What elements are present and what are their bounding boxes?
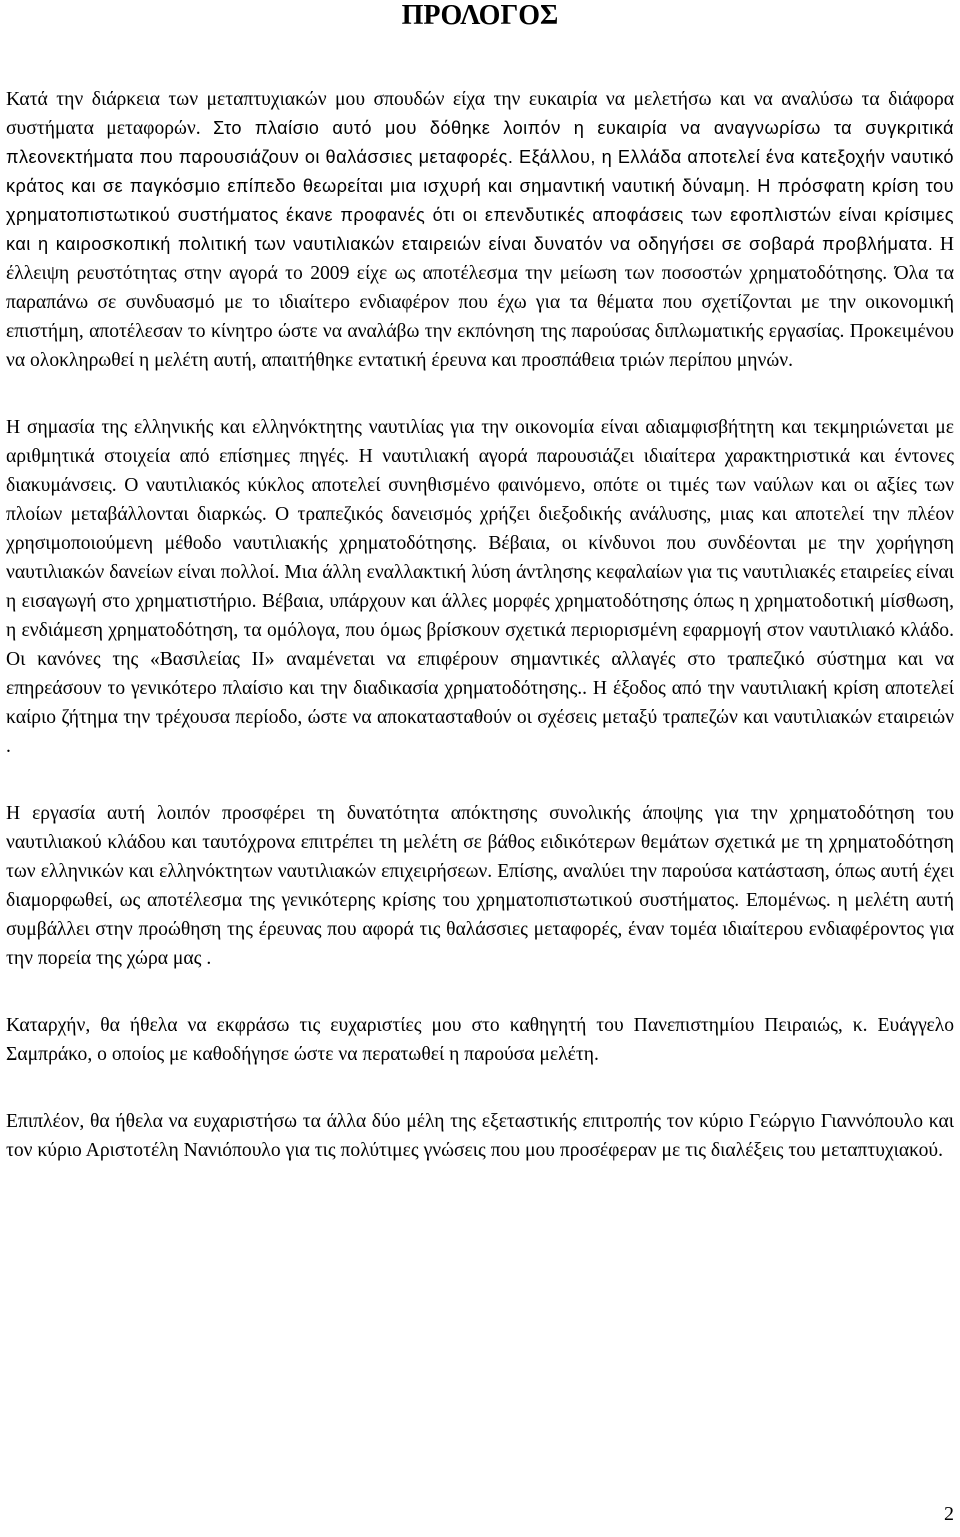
page-title: ΠΡΟΛΟΓΟΣ: [401, 0, 559, 31]
paragraph-text-sans: Στο πλαίσιο αυτό μου δόθηκε λοιπόν η ευκαιρία να αναγνωρίσω τα συγκριτικά πλεονεκτήματα που παρουσιάζουν οι θαλάσσιες μεταφορές. Εξάλλου, η Ελλάδα αποτελεί ένα κατεξοχήν ναυτικό κράτος και σε παγκόσμιο επίπεδο θεωρείται μια ισχυρή και σημαντική ναυτική δύναμη. Η πρόσφατη κρίση του χρηματοπιστωτικού συστήματος έκανε προφανές ότι οι επενδυτικές αποφάσεις των εφοπλιστών είναι κρίσιμες και η καιροσκοπική πολιτική των ναυτιλιακών εταιρειών είναι δυνατόν να οδηγήσει σε σοβαρά προβλήματα.: [6, 118, 954, 254]
paragraph-text: Καταρχήν, θα ήθελα να εκφράσω τις ευχαριστίες μου στο καθηγητή του Πανεπιστημίου Πειραιώς, κ. Ευάγγελο Σαμπράκο, ο οποίος με καθοδήγησε ώστε να περατωθεί η παρούσα μελέτη.: [6, 1015, 954, 1065]
paragraph-thanks-supervisor: [6, 1011, 954, 1069]
paragraph-text: Η εργασία αυτή λοιπόν προσφέρει τη δυνατότητα απόκτησης συνολικής άποψης για την χρηματοδότηση του ναυτιλιακού κλάδου και ταυτόχρονα επιτρέπει τη μελέτη σε βάθος ειδικότερων θεμάτων σχετικά με τη χρηματοδότηση των ελληνικών και ελληνόκτητων ναυτιλιακών επιχειρήσεων. Επίσης, αναλύει την παρούσα κατάσταση, όπως αυτή έχει διαμορφωθεί, ως αποτέλεσμα της γενικότερης κρίσης του χρηματοπιστωτικού συστήματος. Επομένως. η μελέτη αυτή συμβάλλει στην προώθηση της έρευνας που αφορά τις θαλάσσιες μεταφορές, έναν τομέα ιδιαίτερου ενδιαφέροντος για την πορεία της χώρα μας .: [6, 803, 954, 969]
paragraph-thanks-committee: [6, 1107, 954, 1165]
paragraph-intro: [6, 85, 954, 375]
paragraph-text: Η έλλειψη ρευστότητας στην αγορά το 2009 είχε ως αποτέλεσμα την μείωση των ποσοστών χρηματοδότησης. Όλα τα παραπάνω σε συνδυασμό με το ιδιαίτερο ενδιαφέρον που έχω για τα θέματα που σχετίζονται με την οικονομική επιστήμη, αποτέλεσαν το κίνητρο ώστε να αναλάβω την εκπόνηση της παρούσας διπλωματικής εργασίας. Προκειμένου να ολοκληρωθεί η μελέτη αυτή, απαιτήθηκε εντατική έρευνα και προσπάθεια τριών περίπου μηνών.: [6, 234, 954, 371]
paragraph-shipping-importance: [6, 413, 954, 761]
paragraph-text: Επιπλέον, θα ήθελα να ευχαριστήσω τα άλλα δύο μέλη της εξεταστικής επιτροπής τον κύριο Γεώργιο Γιαννόπουλο και τον κύριο Αριστοτέλη Νανιόπουλο για τις πολύτιμες γνώσεις που μου προσέφεραν με τις διαλέξεις του μεταπτυχιακού.: [6, 1111, 954, 1161]
page-number: 2: [944, 1503, 954, 1525]
document-body: [6, 85, 954, 1203]
paragraph-study-contribution: [6, 799, 954, 973]
paragraph-text: Η σημασία της ελληνικής και ελληνόκτητης ναυτιλίας για την οικονομία είναι αδιαμφισβήτητη και τεκμηριώνεται με αριθμητικά στοιχεία από επίσημες πηγές. Η ναυτιλιακή αγορά παρουσιάζει ιδιαίτερα χαρακτηριστικά και έντονες διακυμάνσεις. Ο ναυτιλιακός κύκλος αποτελεί συνηθισμένο φαινόμενο, οπότε οι τιμές των ναύλων και οι αξίες των πλοίων μεταβάλλονται διαρκώς. Ο τραπεζικός δανεισμός χρήζει διεξοδικής ανάλυσης, μιας και αποτελεί την πλέον χρησιμοποιούμενη μέθοδο ναυτιλιακής χρηματοδότησης. Βέβαια, οι κίνδυνοι που συνδέονται με την χορήγηση ναυτιλιακών δανείων είναι πολλοί. Μια άλλη εναλλακτική λύση άντλησης κεφαλαίων για τις ναυτιλιακές εταιρείες είναι η εισαγωγή στο χρηματιστήριο. Βέβαια, υπάρχουν και άλλες μορφές χρηματοδότησης όπως η χρηματοδοτική μίσθωση, η ενδιάμεση χρηματοδότηση, τα ομόλογα, που όμως βρίσκουν σχετικά περιορισμένη εφαρμογή στον ναυτιλιακό κλάδο. Οι κανόνες της «Βασιλείας ΙΙ» αναμένεται να επιφέρουν σημαντικές αλλαγές στο τραπεζικό σύστημα και να επηρεάσουν το γενικότερο πλαίσιο και την διαδικασία χρηματοδότησης.. Η έξοδος από την ναυτιλιακή κρίση αποτελεί καίριο ζήτημα την τρέχουσα περίοδο, ώστε να αποκατασταθούν οι σχέσεις μεταξύ τραπεζών και ναυτιλιακών εταιρειών .: [6, 417, 954, 757]
paragraph-text: Κατά την διάρκεια των μεταπτυχιακών μου σπουδών είχα την ευκαιρία να μελετήσω και να αναλύσω τα διάφορα συστήματα μεταφορών.: [6, 89, 954, 139]
